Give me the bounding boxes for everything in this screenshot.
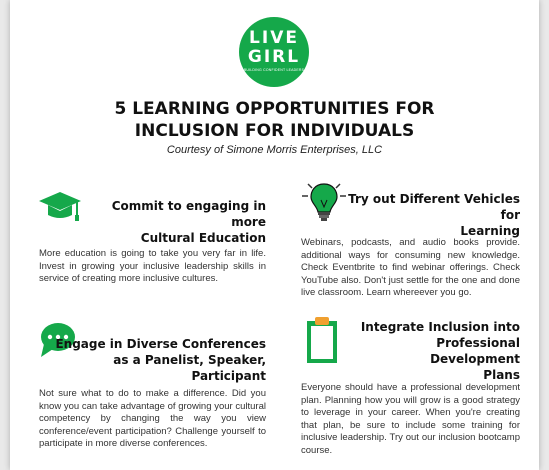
page-subtitle: Courtesy of Simone Morris Enterprises, LLC xyxy=(166,144,383,156)
logo-line1: LIVE xyxy=(249,28,299,48)
section-1-heading-line2: Cultural Education xyxy=(140,231,266,245)
section-3-heading-line2: as a Panelist, Speaker, Participant xyxy=(113,353,266,383)
section-3-heading-line1: Engage in Diverse Conferences xyxy=(55,337,266,351)
section-2-heading xyxy=(346,191,520,239)
live-girl-logo xyxy=(239,17,309,87)
section-3-body: Not sure what to do to make a difference. Did you know you can take advantage of growing your cultural competency by changing the way you view conference/event participation? Challenge yourself to participate in more diverse conferences. xyxy=(39,388,266,449)
section-1-body: More education is going to take you very far in life. Invest in growing your inclusive leadership skills in service of creating more inclusive cultures. xyxy=(39,248,266,284)
page-title-line1: 5 LEARNING OPPORTUNITIES FOR xyxy=(114,99,435,119)
section-4-heading-line1: Integrate Inclusion into xyxy=(360,320,520,334)
section-4-heading-line3: Plans xyxy=(483,368,520,382)
document-page xyxy=(10,0,539,470)
section-2-body: Webinars, podcasts, and audio books provide. additional ways for consuming new knowledge. Check Eventbrite to find webinar offerings. Check YouTube also. Don't just settle for the one and done live classroom. Learn whereever you go. xyxy=(301,237,520,298)
page-title-line2: INCLUSION FOR INDIVIDUALS xyxy=(134,121,415,141)
logo-line2: GIRL xyxy=(247,47,301,67)
section-4-body: Everyone should have a professional development plan. Planning how you will grow is a good strategy to leverage in your career. When you're creating that plan, be sure to include some training for inclusive leadership. Try out our inclusion bootcamp course. xyxy=(301,382,520,456)
lightbulb-icon xyxy=(300,180,348,224)
section-4-heading xyxy=(350,319,520,383)
section-1-heading xyxy=(80,198,266,246)
section-2-heading-line2: Learning xyxy=(460,224,520,238)
logo-tagline: BUILDING CONFIDENT LEADERS xyxy=(243,68,305,72)
section-2-heading-line1: Try out Different Vehicles for xyxy=(348,192,520,222)
graduation-cap-icon xyxy=(38,190,82,224)
section-3-heading xyxy=(50,336,266,384)
section-1-heading-line1: Commit to engaging in more xyxy=(111,199,266,229)
clipboard-icon xyxy=(304,315,340,365)
section-4-heading-line2: Professional Development xyxy=(430,336,520,366)
